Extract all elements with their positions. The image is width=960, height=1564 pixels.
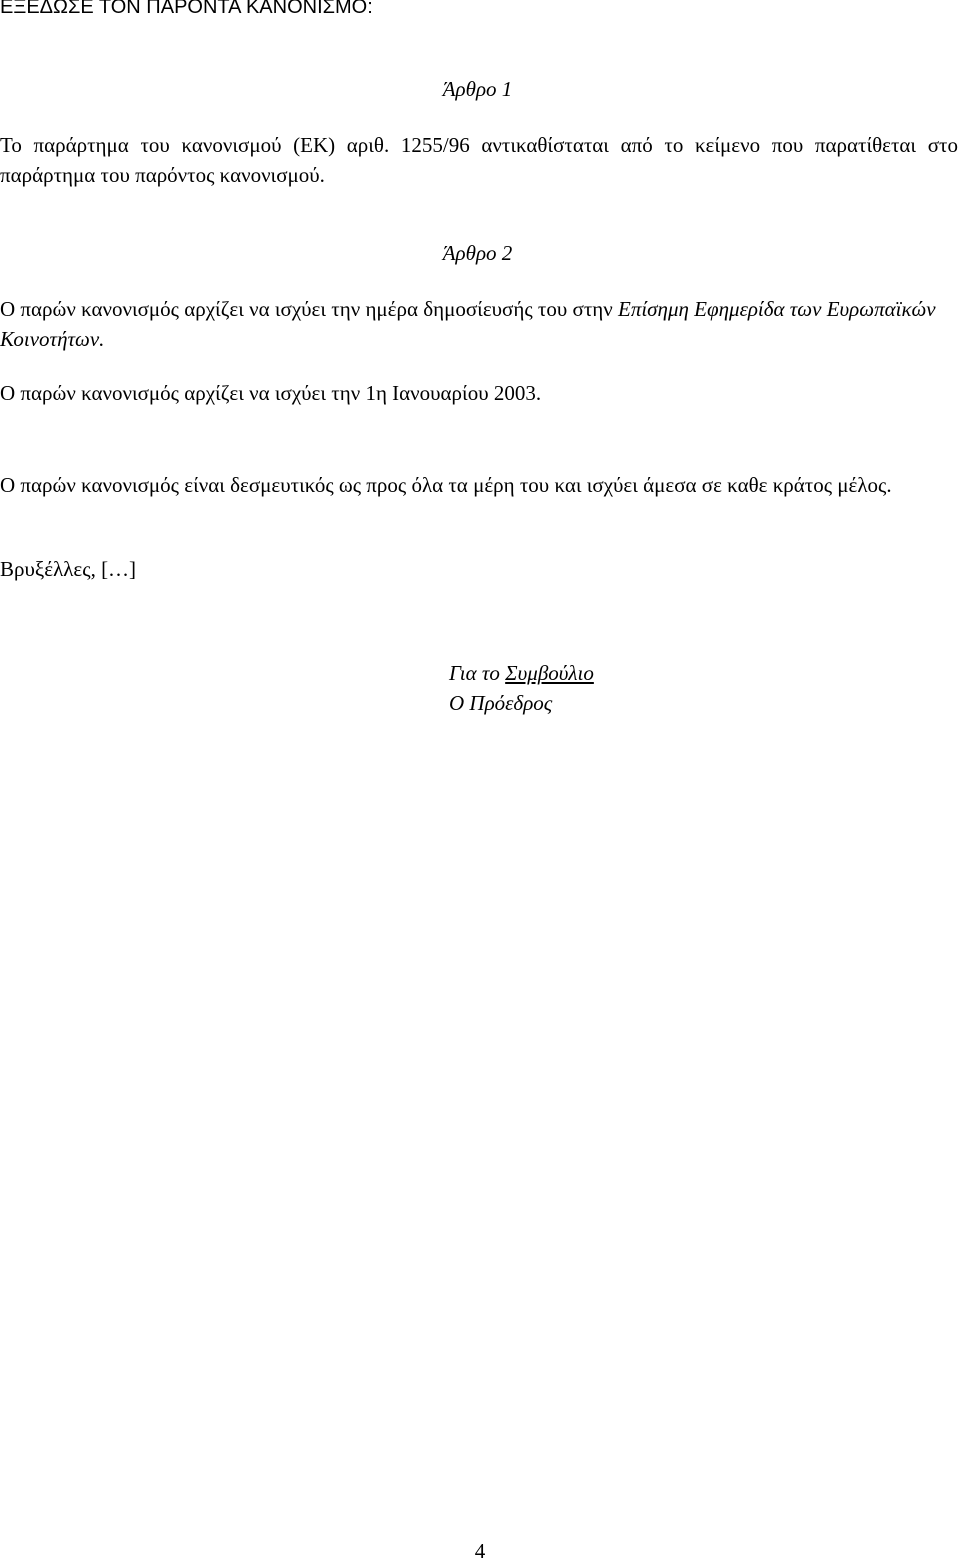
signature-council-line bbox=[449, 658, 594, 688]
article-2-paragraph-2: Ο παρών κανονισμός αρχίζει να ισχύει την 1η Ιανουαρίου 2003. bbox=[0, 381, 542, 405]
page-number: 4 bbox=[474, 1539, 486, 1563]
article-2-heading: Άρθρο 2 bbox=[442, 241, 513, 265]
enactment-formula: ΕΞΕΔΩΣΕ ΤΟΝ ΠΑΡΟΝΤΑ ΚΑΝΟΝΙΣΜΟ: bbox=[0, 0, 373, 18]
article-1-text: Το παράρτημα του κανονισμού (ΕΚ) αριθ. 1255/96 αντικαθίσταται από το κείμενο που παρατίθεται στο παράρτημα του παρόντος κανονισμού. bbox=[0, 133, 958, 187]
article-2-paragraph-1 bbox=[0, 294, 958, 354]
signature-role: Ο Πρόεδρος bbox=[449, 691, 553, 715]
article-2-paragraph-3: Ο παρών κανονισμός είναι δεσμευτικός ως προς όλα τα μέρη του και ισχύει άμεσα σε καθε κράτος μέλος. bbox=[0, 473, 892, 497]
official-journal-title: Επίσημη Εφημερίδα των Ευρωπαϊκών Κοινοτήτων bbox=[0, 297, 936, 351]
article-2-paragraph-1-text: Ο παρών κανονισμός αρχίζει να ισχύει την ημέρα δημοσίευσής του στην bbox=[0, 297, 618, 321]
signature-prefix: Για το bbox=[449, 661, 506, 685]
article-2-paragraph-1-end: . bbox=[99, 327, 105, 351]
signature-council: Συμβούλιο bbox=[505, 661, 594, 685]
article-1-heading: Άρθρο 1 bbox=[442, 77, 513, 101]
signature-block bbox=[449, 658, 594, 718]
place-and-date: Βρυξέλλες, […] bbox=[0, 557, 137, 581]
